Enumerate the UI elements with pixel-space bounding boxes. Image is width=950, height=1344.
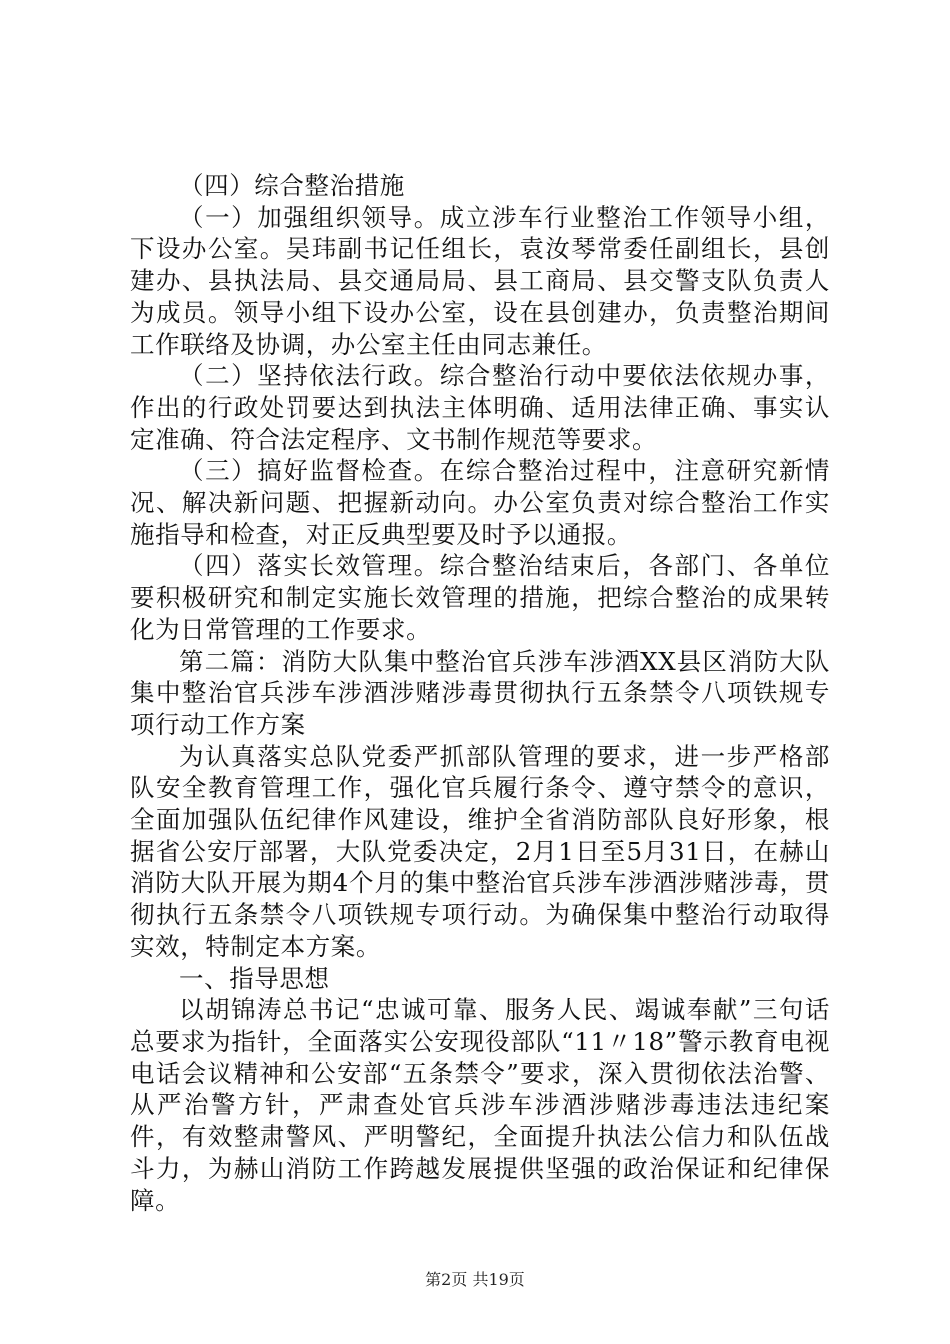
page-number-footer: 第2页 共19页 — [425, 1270, 525, 1289]
paragraph-supervision: （三）搞好监督检查。在综合整治过程中，注意研究新情况、解决新问题、把握新动向。办公室负责对综合整治工作实施指导和检查，对正反典型要及时予以通报。 — [130, 456, 830, 549]
paragraph-long-term-management: （四）落实长效管理。综合整治结束后，各部门、各单位要积极研究和制定实施长效管理的措施，把综合整治的成果转化为日常管理的工作要求。 — [130, 551, 830, 644]
section-heading-measures: （四）综合整治措施 — [179, 171, 405, 200]
paragraph-introduction: 为认真落实总队党委严抓部队管理的要求，进一步严格部队安全教育管理工作，强化官兵履行条令、遵守禁令的意识，全面加强队伍纪律作风建设，维护全省消防部队良好形象，根据省公安厅部署，大队党委决定，2月1日至5月31日，在赫山消防大队开展为期4个月的集中整治官兵涉车涉酒涉赌涉毒，贯彻执行五条禁令八项铁规专项行动。为确保集中整治行动取得实效，特制定本方案。 — [130, 741, 830, 961]
paragraph-organization: （一）加强组织领导。成立涉车行业整治工作领导小组，下设办公室。吴玮副书记任组长，袁汝琴常委任副组长，县创建办、县执法局、县交通局局、县工商局、县交警支队负责人为成员。领导小组下设办公室，设在县创建办，负责整治期间工作联络及协调，办公室主任由同志兼任。 — [130, 202, 830, 359]
chapter-title-second: 第二篇：消防大队集中整治官兵涉车涉酒XX县区消防大队集中整治官兵涉车涉酒涉赌涉毒贯彻执行五条禁令八项铁规专项行动工作方案 — [130, 646, 830, 739]
document-body — [130, 170, 830, 1216]
paragraph-law-administration: （二）坚持依法行政。综合整治行动中要依法依规办事，作出的行政处罚要达到执法主体明确、适用法律正确、事实认定准确、符合法定程序、文书制作规范等要求。 — [130, 361, 830, 454]
section-heading-guiding-ideology: 一、指导思想 — [179, 963, 330, 993]
paragraph-guiding-ideology: 以胡锦涛总书记“忠诚可靠、服务人民、竭诚奉献”三句话总要求为指针，全面落实公安现役部队“11〃18”警示教育电视电话会议精神和公安部“五条禁令”要求，深入贯彻依法治警、从严治警方针，严肃查处官兵涉车涉酒涉赌涉毒违法违纪案件，有效整肃警风、严明警纪，全面提升执法公信力和队伍战斗力，为赫山消防工作跨越发展提供坚强的政治保证和纪律保障。 — [130, 995, 830, 1215]
